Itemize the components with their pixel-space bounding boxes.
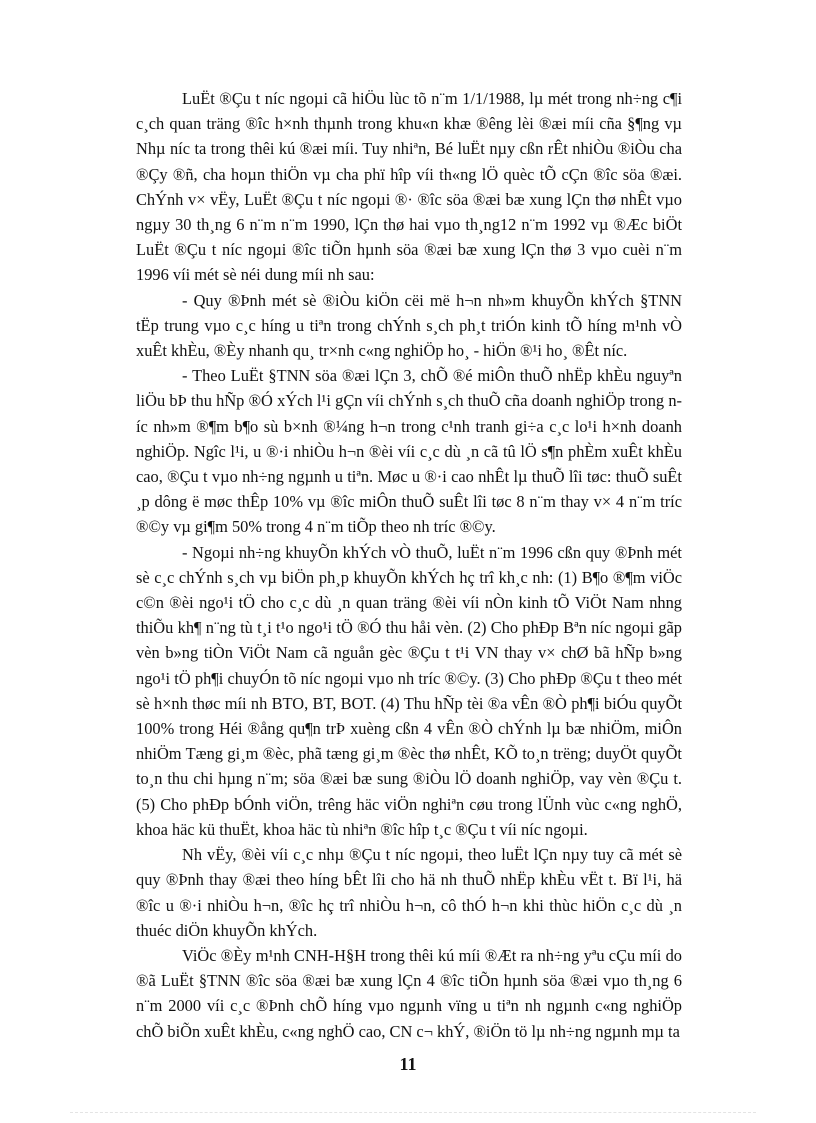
- paragraph-point-2: - Theo LuËt §TNN söa ®æi lÇn 3, chÕ ®é miÔn thuÕ nhËp khÈu nguyªn liÖu bÞ thu hÑp ®Ó xÝch l¹i gÇn víi chÝnh s¸ch thuÕ cña doanh nghiÖp trong níc nh»m ®¶m b¶o sù b×nh ®¼ng h¬n trong c¹nh tranh gi÷a c¸c lo¹i h×nh doanh nghiÖp. Ngîc l¹i, u ®·i nhiÒu h¬n ®èi víi c¸c dù ¸n cã tû lÖ s¶n phÈm xuÊt khÈu cao, ®Çu t vµo nh÷ng ngµnh u tiªn. Møc u ®·i cao nhÊt lµ thuÕ lîi tøc: thuÕ suÊt ¸p dông ë møc thÊp 10% vµ ®îc miÔn thuÕ suÊt lîi tøc 8 n¨m thay v× 4 n¨m tríc ®©y vµ gi¶m 50% trong 4 n¨m tiÕp theo nh tríc ®©y.: [136, 366, 682, 537]
- paragraph-point-3: - Ngoµi nh÷ng khuyÕn khÝch vÒ thuÕ, luËt n¨m 1996 cßn quy ®Þnh mét sè c¸c chÝnh s¸ch vµ biÖn ph¸p khuyÕn khÝch hç trî kh¸c nh: (1) B¶o ®¶m viÖc c©n ®èi ngo¹i tÖ cho c¸c dù ¸n quan träng ®èi víi nÒn kinh tÕ ViÖt Nam nhng thiÕu kh¶ n¨ng tù t¸i t¹o ngo¹i tÖ ®Ó thu håi vèn. (2) Cho phÐp Bªn níc ngoµi gãp vèn b»ng tiÒn ViÖt Nam cã nguån gèc ®Çu t t¹i VN thay v× chØ bã hÑp b»ng ngo¹i tÖ ph¶i chuyÓn tõ níc ngoµi vµo nh tríc ®©y. (3) Cho phÐp ®Çu t theo mét sè h×nh thøc míi nh BTO, BT, BOT. (4) Thu hÑp tèi ®a vÊn ®Ò ph¶i biÓu quyÕt 100% trong Héi ®ång qu¶n trÞ xuèng cßn 4 vÊn ®Ò chÝnh lµ bæ nhiÖm, miÔn nhiÖm Tæng gi¸m ®èc, phã tæng gi¸m ®èc thø nhÊt, KÕ to¸n trëng; duyÖt quyÕt to¸n thu chi hµng n¨m; söa ®æi bæ sung ®iÒu lÖ doanh nghiÖp, vay vèn ®Çu t. (5) Cho phÐp bÓnh viÖn, trêng häc viÖn nghiªn cøu trong lÜnh vùc c«ng nghÖ, khoa häc kü thuËt, khoa häc tù nhiªn ®îc hîp t¸c ®Çu t víi níc ngoµi.: [136, 542, 682, 839]
- paragraph-amendment-4: ViÖc ®Èy m¹nh CNH-H§H trong thêi kú míi ®Æt ra nh÷ng yªu cÇu míi do ®ã LuËt §TNN ®îc söa ®æi bæ xung lÇn 4 ®îc tiÕn hµnh söa ®æi vµo th¸ng 6 n¨m 2000 víi c¸c ®Þnh chÕ híng vµo ngµnh vïng u tiªn nh ngµnh c«ng nghiÖp chÕ biÕn xuÊt khÈu, c«ng nghÖ cao, CN c¬ khÝ, ®iÖn tö lµ nh÷ng ngµnh mµ ta: [136, 945, 682, 1041]
- paragraph-summary: Nh vËy, ®èi víi c¸c nhµ ®Çu t níc ngoµi, theo luËt lÇn nµy tuy cã mét sè quy ®Þnh thay ®æi theo híng bÊt lîi cho hä nh thuÕ nhËp khÈu vËt t. Bï l¹i, hä ®îc u ®·i nhiÒu h¬n, ®îc hç trî nhiÒu h¬n, cô thÓ h¬n khi thùc hiÖn c¸c dù ¸n thuéc diÖn khuyÕn khÝch.: [136, 845, 682, 940]
- footer-divider: [70, 1112, 756, 1113]
- paragraph-intro: LuËt ®Çu t níc ngoµi cã hiÖu lùc tõ n¨m 1/1/1988, lµ mét trong nh÷ng c¶i c¸ch quan träng ®îc h×nh thµnh trong khu«n khæ ®êng lèi ®æi míi cña §¶ng vµ Nhµ níc ta trong thêi kú ®æi míi. Tuy nhiªn, Bé luËt nµy cßn rÊt nhiÒu ®iÒu cha ®Çy ®ñ, cha hoµn thiÖn vµ cha phï hîp víi th«ng lÖ quèc tÕ cÇn ®îc söa ®æi. ChÝnh v× vËy, LuËt ®Çu t níc ngoµi ®· ®îc söa ®æi bæ xung lÇn thø nhÊt vµo ngµy 30 th¸ng 6 n¨m n¨m 1990, lÇn thø hai vµo th¸ng12 n¨m 1992 vµ ®Æc biÖt LuËt ®Çu t níc ngoµi ®îc tiÕn hµnh söa ®æi bæ xung lÇn thø 3 vµo cuèi n¨m 1996 víi mét sè néi dung míi nh sau:: [136, 89, 682, 285]
- body-text: [136, 86, 682, 1044]
- paragraph-point-1: - Quy ®Þnh mét sè ®iÒu kiÖn cëi më h¬n nh»m khuyÕn khÝch §TNN tËp trung vµo c¸c híng u tiªn trong chÝnh s¸ch ph¸t triÓn kinh tÕ híng m¹nh vÒ xuÊt khÈu, ®Èy nhanh qu¸ tr×nh c«ng nghiÖp ho¸ - hiÖn ®¹i ho¸ ®Êt níc.: [136, 290, 682, 361]
- page-number: 11: [399, 1054, 417, 1074]
